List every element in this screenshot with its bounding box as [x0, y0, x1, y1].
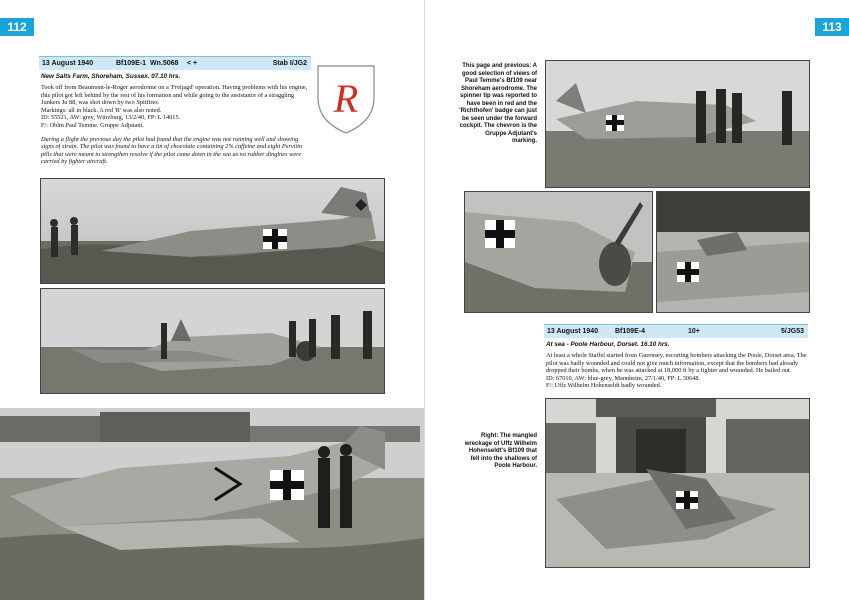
entry2-status: 10+ — [688, 328, 700, 335]
richthofen-r-shield-icon — [314, 60, 378, 136]
caption-bottom: Right: The mangled wreckage of Uffz Wilhelm Hohenseldt's Bf109 that fell into the shallows of Poole Harbour. — [464, 433, 537, 469]
photo-bf109-nose — [464, 191, 653, 313]
photo-poole-harbour-wreck — [545, 398, 810, 568]
entry-id: ID: 55521, AW: grey, Würzburg, 13/2/40, FP: L 14015. — [41, 114, 181, 122]
entry-markings: Markings: all in black. A red 'R' was also noted. — [41, 106, 162, 114]
page-number-left: 112 — [0, 18, 34, 36]
badge-letter: R — [333, 76, 359, 121]
entry2-location: At sea - Poole Harbour, Dorset. 16.10 hrs. — [546, 341, 670, 348]
photo-bf109-wreck-1 — [40, 178, 385, 284]
entry-status: < + — [187, 60, 198, 67]
entry2-unit: 5/JG53 — [781, 328, 804, 335]
entry-aircraft: Bf109E-1 — [116, 60, 146, 67]
entry-crew: F/: Oblm Paul Temme. Gruppe Adjutant. — [41, 121, 144, 129]
page-number-right: 113 — [815, 18, 849, 36]
entry2-body — [546, 352, 808, 390]
photo-bf109-wreck-2 — [40, 288, 385, 394]
entry-werknummer: Wn.5068 — [150, 60, 179, 67]
entry-unit: Stab I/JG2 — [272, 60, 307, 67]
entry2-crew: F/: Uffz Wilhelm Hohenseldt badly wounded. — [546, 382, 662, 390]
entry-header-right — [544, 324, 808, 338]
entry-paragraph: Took off from Beaumont-le-Roger aerodrome on a 'Freijagd' operation. Having problems with his engine, this pilot got left behind by the rest of his formation and while going to the assistance of a straggling Junkers Ju 88, was shot down by two Spitfires. — [41, 84, 308, 107]
entry2-date: 13 August 1940 — [547, 328, 599, 335]
entry-location: New Salts Farm, Shoreham, Sussex. 07.10 hrs. — [41, 73, 181, 80]
left-page — [0, 0, 424, 600]
richthofen-badge — [314, 60, 378, 136]
right-page — [425, 0, 849, 600]
entry-body — [41, 84, 311, 166]
entry2-paragraph: At least a whole Staffel started from Guernsey, escorting bombers attacking the Poole, Dorset area. The pilot was badly wounded and could not give much information, except that the bombers had already dropped their bombs, when he was attacked at 18,000 ft by a fighter and wounded. He bailed out. — [546, 352, 807, 375]
photo-bf109-cockpit-crowd — [656, 191, 810, 313]
entry2-id: ID: 67010, AW: blue-grey, Mannheim, 27/1/40, FP: L 30648. — [546, 374, 701, 382]
caption-top: This page and previous: A good selection of views of Paul Temme's Bf109 near Shoreham aerodrome. The spinner tip was reported to have been in red and the 'Richthofen' badge can just be seen under the forward cockpit. The chevron is the Gruppe Adjutant's marking. — [459, 63, 537, 144]
entry2-aircraft: Bf109E-4 — [615, 328, 645, 335]
photo-temme-bf109-crowd — [545, 60, 810, 188]
entry-date: 13 August 1940 — [42, 60, 94, 67]
entry-note: During a flight the previous day the pilot had found that the engine was not running well and showing signs of strain. The pilot was found to have a tin of chocolate containing 2% caffeine and eight Pervitin pills that were meant to strengthen resolve if the pilot came down in the sea as no rubber dinghies were carried by fighter aircraft. — [41, 135, 303, 166]
entry-header-left — [39, 56, 311, 70]
photo-bf109-wreck-3 — [0, 408, 424, 600]
